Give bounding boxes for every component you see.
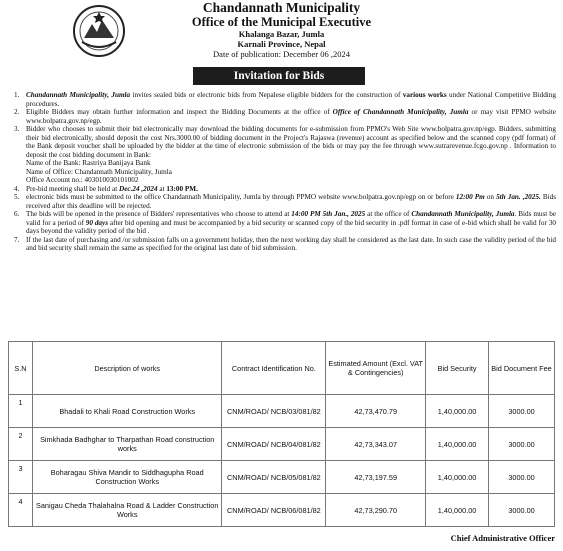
notice-header — [0, 1, 563, 59]
cell-contract-id: CNM/ROAD/ NCB/06/081/82 — [222, 494, 326, 527]
text: Pre-bid meeting shall be held at — [26, 184, 120, 193]
header-bid-document-fee: Bid Document Fee — [489, 342, 555, 395]
table-header-row — [9, 342, 555, 395]
cell-sn: 3 — [9, 461, 33, 494]
cell-description: Simkhada Badhghar to Tharpathan Road construction works — [32, 428, 222, 461]
text-bold-italic: Chandannath Municipality, Jumla — [411, 210, 515, 218]
text: If the last date of purchasing and /or submission falls on a government holiday, then the next working day shall be considered as the last date. In such case the validity period of the bid and bid security shall remain the same as specified for the original last date of bid submission. — [26, 235, 556, 252]
works-table-container — [8, 341, 555, 527]
signatory-title: Chief Administrative Officer — [450, 533, 555, 543]
notice-body — [8, 91, 556, 253]
table-row — [9, 428, 555, 461]
notice-item-6 — [8, 210, 556, 236]
works-table — [8, 341, 555, 527]
text: Eligible Bidders may obtain further information and inspect the Bidding Documents at the office of — [26, 108, 333, 116]
cell-amount: 42,73,343.07 — [326, 428, 426, 461]
text: or may visit PPMO website www.bolpatra.gov.np/egp. — [26, 108, 557, 125]
cell-description: Boharagau Shiva Mandir to Siddhagupha Road Construction Works — [32, 461, 222, 494]
text-bold-italic: Chandannath Municipality, Jumla — [26, 91, 131, 99]
text-bold-italic: Office of Chandannath Municipality, Jumla — [332, 108, 469, 116]
cell-fee: 3000.00 — [489, 494, 555, 527]
cell-security: 1,40,000.00 — [426, 428, 489, 461]
publication-date: Date of publication: December 06 ,2024 — [213, 49, 350, 59]
text: after bid opening and must be accompanied by a bid security or scanned copy of the bid security in .pdf format in case of e-bid which shall be valid for 30 days beyond the validity period of the bid . — [26, 218, 557, 235]
text: at the office of — [365, 210, 412, 218]
header-description: Description of works — [32, 342, 222, 395]
text-bold-italic: 5th Jan. ,2025. — [496, 193, 541, 201]
cell-security: 1,40,000.00 — [426, 494, 489, 527]
cell-amount: 42,73,290.70 — [326, 494, 426, 527]
municipality-name: Chandannath Municipality — [202, 0, 361, 15]
item-number: 3. — [14, 125, 20, 133]
text-bold-italic: Dec.24 ,2024 — [119, 184, 158, 193]
cell-sn: 4 — [9, 494, 33, 527]
cell-description: Bhadali to Khali Road Construction Works — [32, 395, 222, 428]
cell-amount: 42,73,470.79 — [326, 395, 426, 428]
text: at — [157, 184, 167, 193]
item-number: 6. — [14, 210, 20, 218]
header-contract-id: Contract Identification No. — [222, 342, 326, 395]
notice-item-3 — [8, 125, 556, 185]
table-row — [9, 395, 555, 428]
table-row — [9, 494, 555, 527]
cell-amount: 42,73,197.59 — [326, 461, 426, 494]
text: Bidder who chooses to submit their bid electronically may download the bidding documents for e-submission from PPMO's Web Site www.bolpatra.gov.np/egp. Bidders, submitting their bid electronically, should deposit the cost Nrs.3000.00 of bidding document in the Project's Rajaswa (revenue) account as specified below and the scanned copy (pdf format) of the Bank deposit voucher shall be uploaded by the bidder at the time of electronic submission of the bids or may pay the fee through www.sutrarevenue.fcgo.gov.np . Information to deposit the cost bidding document in Bank: — [26, 125, 556, 159]
text-bold: 13:00 PM. — [166, 184, 198, 193]
office-account: Office Account no.: 403010030101002 — [26, 176, 139, 184]
address-line-2: Karnali Province, Nepal — [237, 39, 326, 49]
text: Bids received after this deadline will be rejected. — [26, 193, 557, 210]
cell-sn: 1 — [9, 395, 33, 428]
text-bold: various works — [402, 91, 447, 99]
text-bold-italic: 12:00 Pm — [455, 193, 485, 201]
cell-contract-id: CNM/ROAD/ NCB/04/081/82 — [222, 428, 326, 461]
text-bold-italic: 14:00 PM 5th Jan., 2025 — [291, 210, 366, 218]
notice-item-2 — [8, 108, 556, 125]
text: invites sealed bids or electronic bids from Nepalese eligible bidders for the construction of — [130, 91, 403, 99]
text: under National Competitive Bidding procedures. — [26, 91, 556, 108]
invitation-banner: Invitation for Bids — [193, 67, 365, 85]
header-bid-security: Bid Security — [426, 342, 489, 395]
cell-security: 1,40,000.00 — [426, 395, 489, 428]
notice-item-5 — [8, 193, 556, 210]
cell-contract-id: CNM/ROAD/ NCB/05/081/82 — [222, 461, 326, 494]
address-line-1: Khalanga Bazar, Jumla — [238, 29, 325, 39]
header-sn: S.N — [9, 342, 33, 395]
header-estimated-amount: Estimated Amount (Excl. VAT & Contingencies) — [326, 342, 426, 395]
item-number: 5. — [14, 193, 20, 201]
cell-contract-id: CNM/ROAD/ NCB/03/081/82 — [222, 395, 326, 428]
table-row — [9, 461, 555, 494]
text: electronic bids must be submitted to the office Chandannath Municipality, Jumla by through PPMO website www.bolpatra.gov.np/egp on or before — [26, 193, 456, 201]
item-number: 2. — [14, 108, 20, 116]
office-name: Office of the Municipal Executive — [191, 15, 372, 29]
notice-item-4 — [8, 185, 556, 194]
cell-fee: 3000.00 — [489, 428, 555, 461]
notice-item-1 — [8, 91, 556, 108]
cell-fee: 3000.00 — [489, 461, 555, 494]
office-name-line: Name of Office: Chandannath Municipality, Jumla — [26, 167, 172, 176]
item-number: 7. — [14, 235, 20, 244]
cell-description: Sanigau Cheda Thalahalna Road & Ladder Construction Works — [32, 494, 222, 527]
bank-name: Name of the Bank: Rastriya Banijaya Bank — [26, 159, 151, 167]
cell-security: 1,40,000.00 — [426, 461, 489, 494]
text-bold-italic: 90 days — [85, 218, 109, 227]
cell-fee: 3000.00 — [489, 395, 555, 428]
item-number: 4. — [14, 184, 20, 193]
text: on — [484, 193, 497, 201]
notice-item-7 — [8, 236, 556, 253]
item-number: 1. — [14, 91, 20, 99]
cell-sn: 2 — [9, 428, 33, 461]
text: . Bids must be valid for a period of — [26, 210, 556, 227]
text: The bids will be opened in the presence of Bidders' representatives who choose to attend at — [26, 210, 292, 218]
